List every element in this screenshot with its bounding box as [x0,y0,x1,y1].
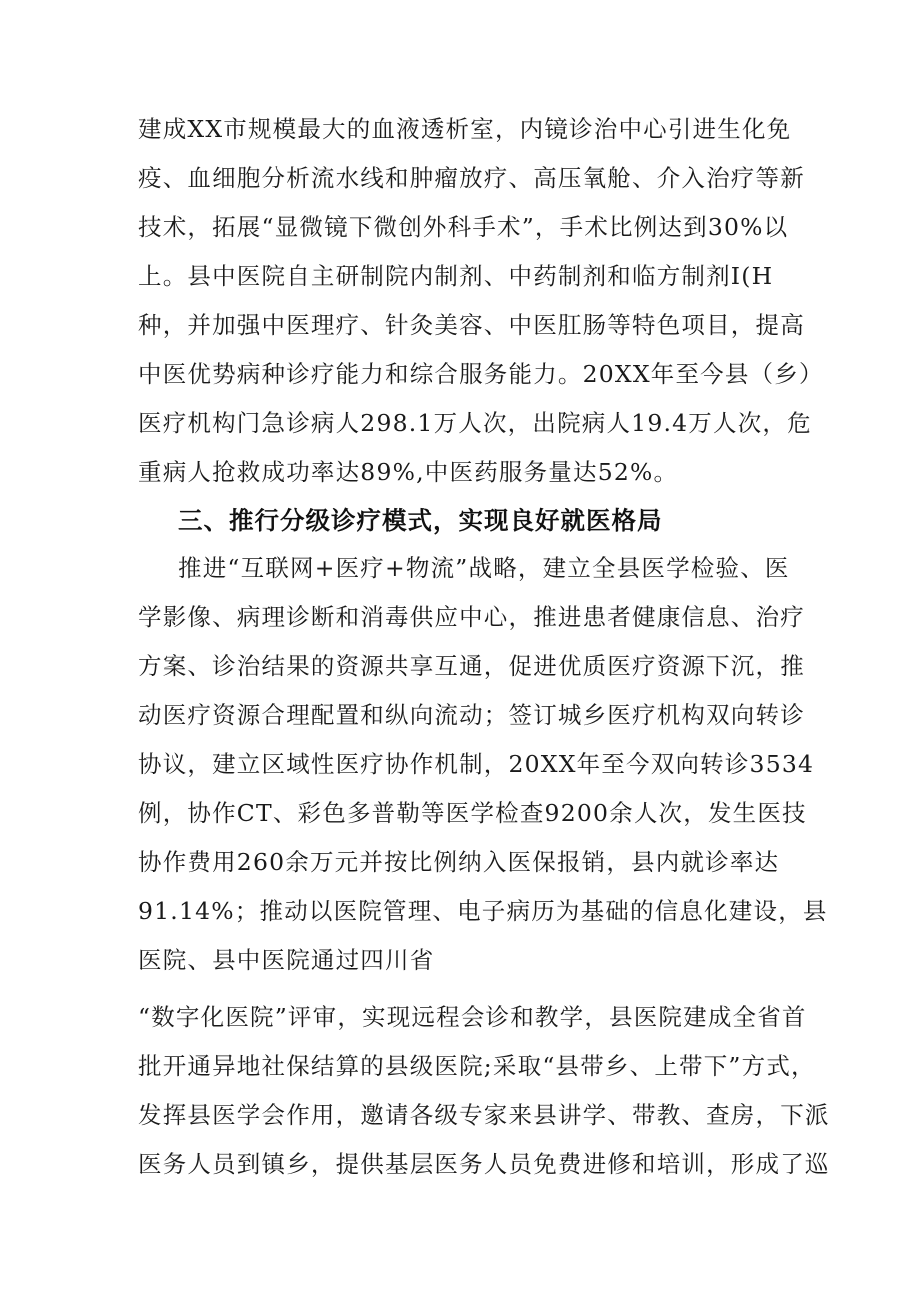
section-heading: 三、推行分级诊疗模式，实现良好就医格局 [178,506,663,535]
paragraph-2-line-1: 推进“互联网+医疗+物流”战略，建立全县医学检验、医 [178,554,790,582]
paragraph-2-line-9: 医院、县中医院通过四川省 [138,946,435,974]
paragraph-1-line-6: 中医优势病种诊疗能力和综合服务能力。20XX年至今县（乡） [138,360,824,388]
paragraph-2-line-11: 批开通异地社保结算的县级医院;采取“县带乡、上带下”方式， [138,1052,816,1080]
paragraph-1-line-7: 医疗机构门急诊病人298.1万人次，出院病人19.4万人次，危 [138,409,812,437]
paragraph-1-line-2: 疫、血细胞分析流水线和肿瘤放疗、高压氧舱、介入治疗等新 [138,164,805,192]
paragraph-2-line-2: 学影像、病理诊断和消毒供应中心，推进患者健康信息、治疗 [138,603,805,631]
paragraph-1-line-5: 种，并加强中医理疗、针灸美容、中医肛肠等特色项目，提高 [138,311,805,339]
paragraph-2-line-5: 协议，建立区域性医疗协作机制，20XX年至今双向转诊3534 [138,750,815,778]
paragraph-1-line-1: 建成XX市规模最大的血液透析室，内镜诊治中心引进生化免 [138,115,792,143]
paragraph-1-line-3: 技术，拓展“显微镜下微创外科手术”，手术比例达到30%以 [138,213,789,241]
paragraph-2-line-13: 医务人员到镇乡，提供基层医务人员免费进修和培训，形成了巡 [138,1150,830,1178]
paragraph-2-line-8: 91.14%；推动以医院管理、电子病历为基础的信息化建设，县 [138,897,828,925]
paragraph-1-line-8: 重病人抢救成功率达89%,中医药服务量达52%。 [138,458,679,486]
paragraph-2-line-7: 协作费用260余万元并按比例纳入医保报销，县内就诊率达 [138,848,780,876]
paragraph-1-line-4: 上。县中医院自主研制院内制剂、中药制剂和临方制剂I(H [138,262,774,290]
paragraph-2-line-3: 方案、诊治结果的资源共享互通，促进优质医疗资源下沉，推 [138,652,805,680]
paragraph-2-line-12: 发挥县医学会作用，邀请各级专家来县讲学、带教、查房，下派 [138,1101,830,1129]
paragraph-2-line-10: “数字化医院”评审，实现远程会诊和教学，县医院建成全省首 [138,1003,807,1031]
paragraph-2-line-4: 动医疗资源合理配置和纵向流动；签订城乡医疗机构双向转诊 [138,701,805,729]
paragraph-2-line-6: 例，协作CT、彩色多普勒等医学检查9200余人次，发生医技 [138,799,807,827]
